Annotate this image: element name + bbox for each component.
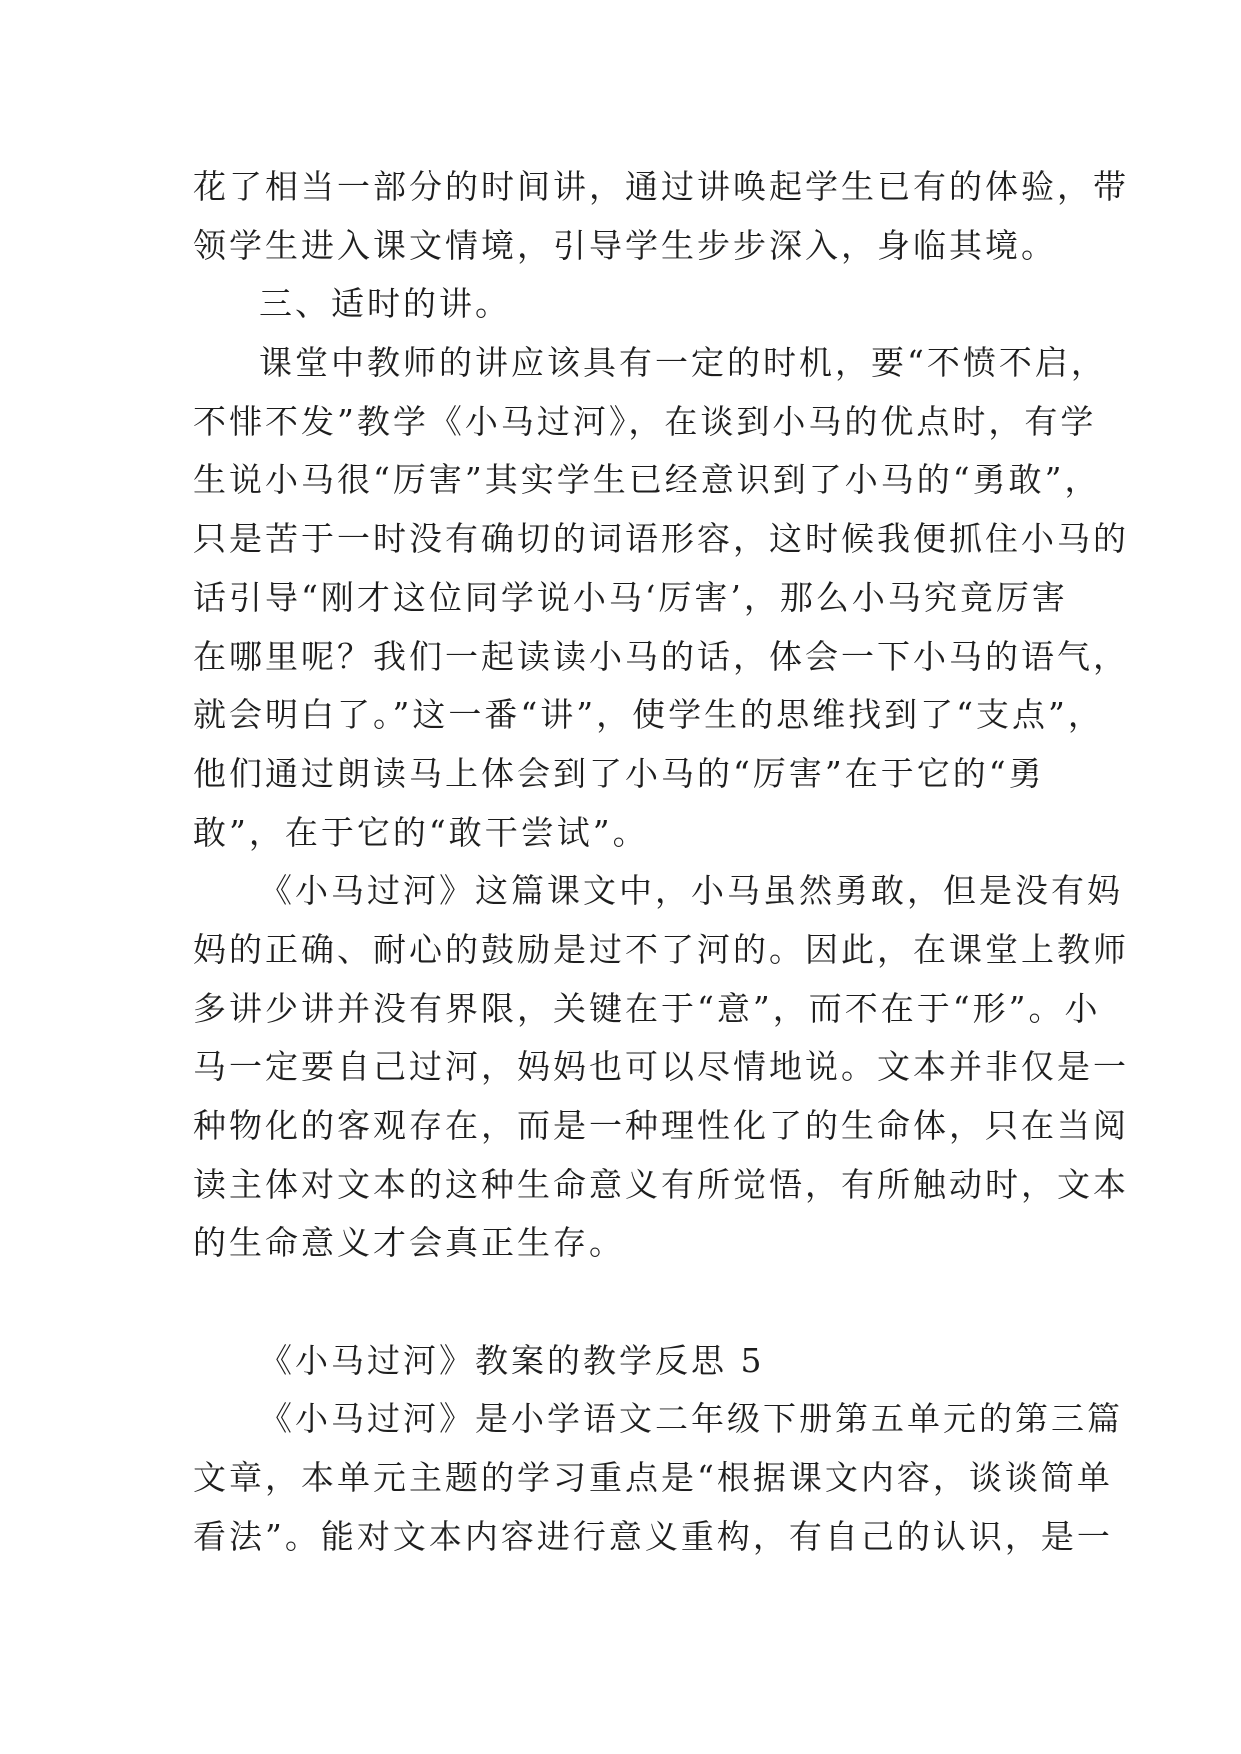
text-line: 在哪里呢？我们一起读读小马的话，体会一下小马的语气， xyxy=(193,636,1129,676)
blank-line xyxy=(193,1273,1053,1332)
text-line: 看法”。能对文本内容进行意义重构，有自己的认识，是一 xyxy=(193,1516,1113,1556)
paragraph-timing xyxy=(193,334,1129,862)
text-line: 多讲少讲并没有界限，关键在于“意”，而不在于“形”。小 xyxy=(193,988,1101,1028)
text-line: 种物化的客观存在，而是一种理性化了的生命体，只在当阅 xyxy=(193,1106,1129,1145)
text-line: 读主体对文本的这种生命意义有所觉悟，有所触动时，文本 xyxy=(193,1164,1129,1204)
paragraph-5 xyxy=(193,1390,1123,1566)
text-line: 只是苦于一时没有确切的词语形容，这时候我便抓住小马的 xyxy=(193,519,1129,559)
text-line: 生说小马很“厉害”其实学生已经意识到了小马的“勇敢”， xyxy=(193,460,1101,500)
text-line: 不悱不发”教学《小马过河》，在谈到小马的优点时，有学 xyxy=(193,401,1097,441)
text-line: 花了相当一部分的时间讲，通过讲唤起学生已有的体验，带 xyxy=(193,167,1129,206)
text-line: 他们通过朗读马上体会到了小马的“厉害”在于它的“勇 xyxy=(193,753,1045,793)
section-title: 《小马过河》教案的教学反思 5 xyxy=(259,1340,765,1380)
section-heading: 三、适时的讲。 xyxy=(259,284,511,324)
text-line: 《小马过河》是小学语文二年级下册第五单元的第三篇 xyxy=(259,1399,1123,1439)
text-line: 文章，本单元主题的学习重点是“根据课文内容，谈谈简单 xyxy=(193,1458,1113,1498)
text-line: 的生命意义才会真正生存。 xyxy=(193,1223,625,1263)
text-line: 敢”，在于它的“敢干尝试”。 xyxy=(193,812,649,852)
document-body xyxy=(193,158,1129,1567)
paragraph-meaning xyxy=(193,862,1129,1273)
text-line: 课堂中教师的讲应该具有一定的时机，要“不愤不启， xyxy=(259,343,1107,383)
paragraph-continued xyxy=(193,158,1129,275)
text-line: 话引导“刚才这位同学说小马‘厉害’，那么小马究竟厉害 xyxy=(193,577,1068,617)
text-line: 就会明白了。”这一番“讲”，使学生的思维找到了“支点”， xyxy=(193,695,1104,735)
text-line: 马一定要自己过河，妈妈也可以尽情地说。文本并非仅是一 xyxy=(193,1047,1129,1087)
text-line: 《小马过河》这篇课文中，小马虽然勇敢，但是没有妈 xyxy=(259,871,1123,911)
text-line: 妈的正确、耐心的鼓励是过不了河的。因此，在课堂上教师 xyxy=(193,929,1129,969)
text-line: 领学生进入课文情境，引导学生步步深入，身临其境。 xyxy=(193,225,1057,265)
